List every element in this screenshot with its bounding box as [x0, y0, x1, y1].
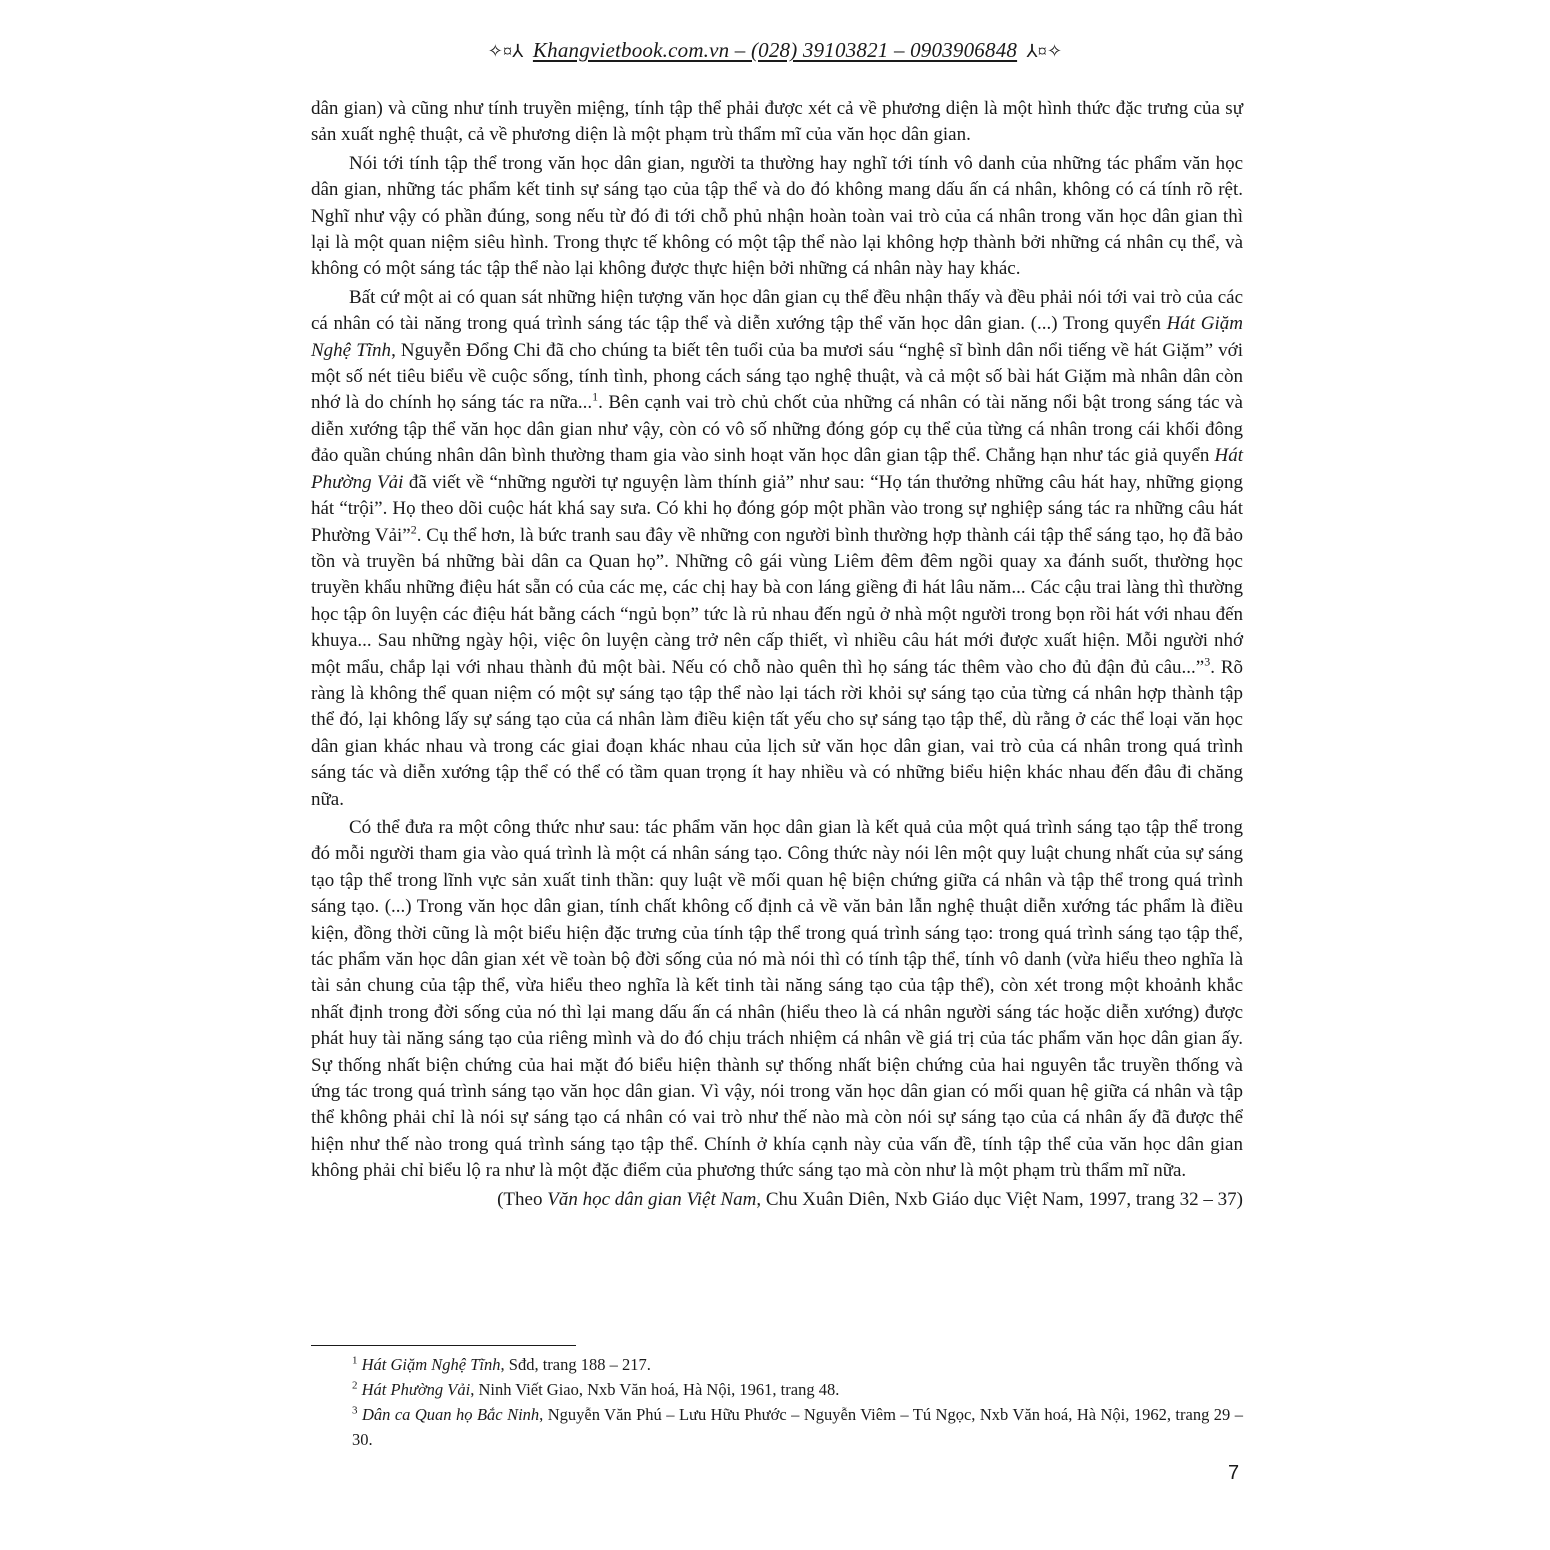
text-segment: , Nguyễn Đổng Chi đã cho chúng ta biết tên tuổi của ba mươi sáu “nghệ sĩ bình dân nổi tiếng về hát Giặm” với một số nét tiêu biểu về cuộc sống, tính tình, phong cách sáng tạo nghệ thuật, và cả một số bài hát Giặm mà nhân dân còn nhớ là do chính họ sáng tác ra nữa...	[311, 339, 1244, 414]
source-citation	[311, 1187, 1243, 1213]
footnote-number: 1	[352, 1354, 358, 1367]
footnote-divider	[311, 1345, 576, 1346]
paragraph	[311, 285, 1243, 813]
header-site-text: Khangvietbook.com.vn – (028) 39103821 – 0903906848	[532, 38, 1018, 62]
footnote-title: Hát Giặm Nghệ Tĩnh	[361, 1355, 501, 1374]
header-ornament-left: ✧¤⅄	[487, 41, 524, 61]
book-title: Hát Giặm Nghệ Tĩnh	[311, 313, 1243, 361]
footnote-number: 2	[352, 1379, 358, 1392]
footnote-item	[311, 1352, 1243, 1377]
page-header	[0, 38, 1550, 63]
text-segment: đã viết về “những người tự nguyện làm thính giả” như sau: “Họ tán thưởng những câu hát hay, những giọng hát “trội”. Họ theo dõi cuộc hát khá say sưa. Có khi họ đóng góp một phần vào trong sự nghiệp sáng tác ra những câu hát Phường Vải”	[311, 471, 1243, 546]
page-number: 7	[1228, 1462, 1240, 1484]
paragraph: Có thể đưa ra một công thức như sau: tác phẩm văn học dân gian là kết quả của một quá trình sáng tạo tập thể trong đó mỗi người tham gia vào quá trình là một cá nhân sáng tạo. Công thức này nói lên một quy luật chung nhất của sự sáng tạo tập thể trong lĩnh vực sản xuất tinh thần: quy luật về mối quan hệ biện chứng giữa cá nhân và tập thể trong quá trình sáng tạo. (...) Trong văn học dân gian, tính chất không cố định cả về văn bản lẫn nghệ thuật diễn xướng tác phẩm là điều kiện, đồng thời cũng là một biểu hiện đặc trưng của tính tập thể trong quá trình sáng tạo: trong quá trình sáng tạo tập thể, tác phẩm văn học dân gian xét về toàn bộ đời sống của nó mà nói thì có tính tập thể, tính vô danh (vừa hiểu theo nghĩa là tài sản chung của tập thể, vừa hiểu theo nghĩa là kết tinh tài năng sáng tạo của tập thể), còn xét trong một khoảnh khắc nhất định trong đời sống của nó thì lại mang dấu ấn cá nhân (hiểu theo là cá nhân người sáng tác hoặc diễn xướng) được phát huy tài năng sáng tạo của riêng mình và do đó chịu trách nhiệm cá nhân về giá trị của tác phẩm văn học dân gian ấy. Sự thống nhất biện chứng của hai mặt đó biểu hiện thành sự thống nhất biện chứng của hai nguyên tắc truyền thống và ứng tác trong quá trình sáng tạo văn học dân gian. Vì vậy, nói trong văn học dân gian có mối quan hệ giữa cá nhân và tập thể không phải chỉ là nói sự sáng tạo cá nhân có vai trò như thế nào mà còn nói sự sáng tạo của cá nhân ấy đã được thể hiện như thế nào trong quá trình sáng tạo tập thể. Chính ở khía cạnh này của vấn đề, tính tập thể của văn học dân gian không phải chỉ biểu lộ ra như là một đặc điểm của phương thức sáng tạo mà còn như là một phạm trù thẩm mĩ nữa.	[311, 816, 1243, 1182]
footnote-title: Hát Phường Vải	[361, 1380, 471, 1399]
footnote-text: , Sđd, trang 188 – 217.	[500, 1355, 651, 1374]
main-text	[311, 96, 1243, 1213]
footnotes	[311, 1352, 1243, 1452]
text-segment: Bất cứ một ai có quan sát những hiện tượng văn học dân gian cụ thể đều nhận thấy và đều phải nói tới vai trò của các cá nhân có tài năng trong quá trình sáng tác tập thể và diễn xướng tập thể văn học dân gian. (...) Trong quyển	[311, 286, 1243, 335]
header-ornament-right: ⅄¤✧	[1026, 41, 1063, 61]
source-book-title: Văn học dân gian Việt Nam	[547, 1188, 757, 1210]
footnote-number: 3	[352, 1404, 358, 1417]
text-segment: . Bên cạnh vai trò chủ chốt của những cá nhân có tài năng nổi bật trong sáng tác và diễn xướng tập thể văn học dân gian như vậy, còn có vô số những đóng góp cụ thể của từng cá nhân trong cái khối đông đảo quần chúng nhân dân bình thường tham gia vào sinh hoạt văn học dân gian tập thể. Chẳng hạn như tác giả quyển	[311, 392, 1243, 467]
footnote-item	[311, 1377, 1243, 1402]
source-prefix: (Theo	[497, 1188, 548, 1210]
text-segment: . Cụ thể hơn, là bức tranh sau đây về những con người bình thường hợp thành cái tập thể sáng tạo, họ đã bảo tồn và truyền bá những bài dân ca Quan họ”. Những cô gái vùng Liêm đêm đêm ngồi quay xa đánh suốt, thường học truyền khẩu những điệu hát sẵn có của các mẹ, các chị hay bà con láng giềng đi hát lâu năm... Các cậu trai làng thì thường học tập ôn luyện các điệu hát bằng cách “ngủ bọn” tức là rủ nhau đến ngủ ở nhà một người trong bọn rồi hát với nhau đến khuya... Sau những ngày hội, việc ôn luyện càng trở nên cấp thiết, vì nhiều câu hát mới được xuất hiện. Mỗi người nhớ một mẩu, chắp lại với nhau thành đủ một bài. Nếu có chỗ nào quên thì họ sáng tác thêm vào cho đủ đận đủ câu...”	[311, 524, 1243, 678]
footnote-ref: 2	[410, 522, 417, 537]
text-segment: . Rõ ràng là không thể quan niệm có một sự sáng tạo tập thể nào lại tách rời khỏi sự sáng tạo của từng cá nhân hợp thành tập thể đó, lại không lấy sự sáng tạo của cá nhân làm điều kiện tất yếu cho sự sáng tạo tập thể, dù rằng ở các thể loại văn học dân gian khác nhau và trong các giai đoạn khác nhau của lịch sử văn học dân gian, vai trò của cá nhân trong quá trình sáng tác và diễn xướng tập thể có thể có tầm quan trọng ít hay nhiều và có những biểu hiện khác nhau đến đâu đi chăng nữa.	[311, 656, 1243, 810]
footnote-title: Dân ca Quan họ Bắc Ninh	[361, 1405, 540, 1424]
source-suffix: , Chu Xuân Diên, Nxb Giáo dục Việt Nam, 1997, trang 32 – 37)	[756, 1188, 1243, 1210]
footnote-text: , Nguyễn Văn Phú – Lưu Hữu Phước – Nguyễn Viêm – Tú Ngọc, Nxb Văn hoá, Hà Nội, 1962, trang 29 – 30.	[352, 1405, 1244, 1449]
footnote-item	[311, 1402, 1243, 1452]
footnote-text: , Ninh Viết Giao, Nxb Văn hoá, Hà Nội, 1961, trang 48.	[470, 1380, 840, 1399]
paragraph: dân gian) và cũng như tính truyền miệng, tính tập thể phải được xét cả về phương diện là một hình thức đặc trưng của sự sản xuất nghệ thuật, cả về phương diện là một phạm trù thẩm mĩ của văn học dân gian.	[311, 98, 1243, 146]
footnote-ref: 3	[1204, 654, 1211, 669]
paragraph: Nói tới tính tập thể trong văn học dân gian, người ta thường hay nghĩ tới tính vô danh của những tác phẩm văn học dân gian, những tác phẩm kết tinh sự sáng tạo của tập thể và do đó không mang dấu ấn cá nhân, không có cá tính rõ rệt. Nghĩ như vậy có phần đúng, song nếu từ đó đi tới chỗ phủ nhận hoàn toàn vai trò của cá nhân trong văn học dân gian thì lại là một quan niệm siêu hình. Trong thực tế không có một tập thể nào lại không hợp thành bởi những cá nhân cụ thể, và không có một sáng tác tập thể nào lại không được thực hiện bởi những cá nhân này hay khác.	[311, 152, 1243, 280]
footnote-ref: 1	[592, 390, 599, 405]
book-title: Hát Phường Vải	[311, 445, 1243, 493]
